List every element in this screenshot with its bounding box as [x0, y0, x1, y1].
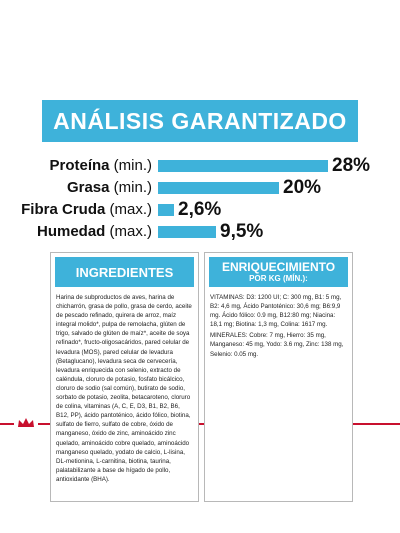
- analysis-label: [49, 156, 152, 176]
- nutrient-bar: [158, 160, 328, 172]
- nutrient-qualifier: (max.): [109, 223, 152, 240]
- analysis-row: [0, 156, 400, 176]
- analysis-row: [0, 178, 400, 198]
- analysis-row: [0, 222, 400, 242]
- nutrient-bar: [158, 204, 174, 216]
- title-banner: [42, 100, 358, 142]
- analysis-label: [67, 178, 152, 198]
- nutrient-name: Proteína: [49, 157, 110, 174]
- crown-icon: [14, 416, 38, 430]
- enrichment-body: [205, 291, 352, 363]
- analysis-row: [0, 200, 400, 220]
- ingredients-text: Harina de subproductos de aves, harina de chicharrón, grasa de pollo, grasa de cerdo, aceite de pescado refinado, quirera de arroz, maíz integral molido*, pulpa de remolacha, glúten de trigo, salvado de glúten de maíz*, aceite de soya refinado*, fructo-oligosacáridos, pared celular de levadura (MOS), pared celular de levadura (Betaglucano), levadura seca de cervecería, levadura enriquecida con selenio, extracto de caléndula, cloruro de potasio, fosfato bicálcico, cloruro de sodio (sal común), butirato de sodio, sorbato de potasio, zeolita, betacaroteno, cloruro de colina, vitaminas (A, C, E, D3, B1, B2, B6, B12, PP), ácido pantoténico, ácido fólico, biotina, sulfato de fierro, sulfato de cobre, óxido de manganeso, óxido de zinc, aminoácido zinc quelado, aminoácido cobre quelado, aminoácido manganeso quelado, yodato de calcio, L-lisina, DL-metionina, L-carnitina, biotina, taurina, palatabilizante a base de hígado de pollo, antioxidante (BHA).: [56, 294, 192, 483]
- nutrient-name: Humedad: [36, 223, 106, 240]
- nutrient-qualifier: (max.): [109, 201, 152, 218]
- analysis-label: [21, 200, 152, 220]
- nutrient-value: 2,6%: [178, 199, 222, 220]
- nutrient-value: 9,5%: [220, 221, 264, 242]
- nutrient-bar: [158, 226, 216, 238]
- enrichment-header: [209, 257, 348, 287]
- nutrient-name: Grasa: [66, 179, 110, 196]
- nutrient-value: 20%: [283, 177, 322, 198]
- ingredients-heading: INGREDIENTES: [75, 264, 174, 280]
- ingredients-body: [51, 291, 198, 488]
- ingredients-header: [55, 257, 194, 287]
- nutrient-qualifier: (min.): [113, 157, 152, 174]
- nutrient-name: Fibra Cruda: [21, 201, 106, 218]
- enrichment-heading: ENRIQUECIMIENTO: [221, 260, 336, 274]
- enrichment-minerals: MINERALES: Cobre: 7 mg, Hierro: 35 mg, Manganeso: 45 mg, Yodo: 3.6 mg, Zinc: 138 mg, Selenio: 0.05 mg.: [210, 332, 344, 358]
- enrichment-subheading: POR KG (MÍN.):: [249, 274, 308, 283]
- nutrient-qualifier: (min.): [113, 179, 152, 196]
- enrichment-vitamins: VITAMINAS: D3: 1200 UI; C: 300 mg, B1: 5 mg, B2: 4,6 mg, Ácido Pantoténico: 30,6 mg; B6:9,9 mg. Ácido fólico: 0.9 mg, B12:80 mg; Niacina: 18,1 mg; Biotina: 1,3 mg, Colina: 1617 mg.: [210, 294, 342, 329]
- ingredients-card: [50, 252, 199, 502]
- nutrient-value: 28%: [332, 155, 371, 176]
- enrichment-card: [204, 252, 353, 502]
- page-title: ANÁLISIS GARANTIZADO: [53, 107, 347, 134]
- nutrient-bar: [158, 182, 279, 194]
- analysis-label: [37, 222, 152, 242]
